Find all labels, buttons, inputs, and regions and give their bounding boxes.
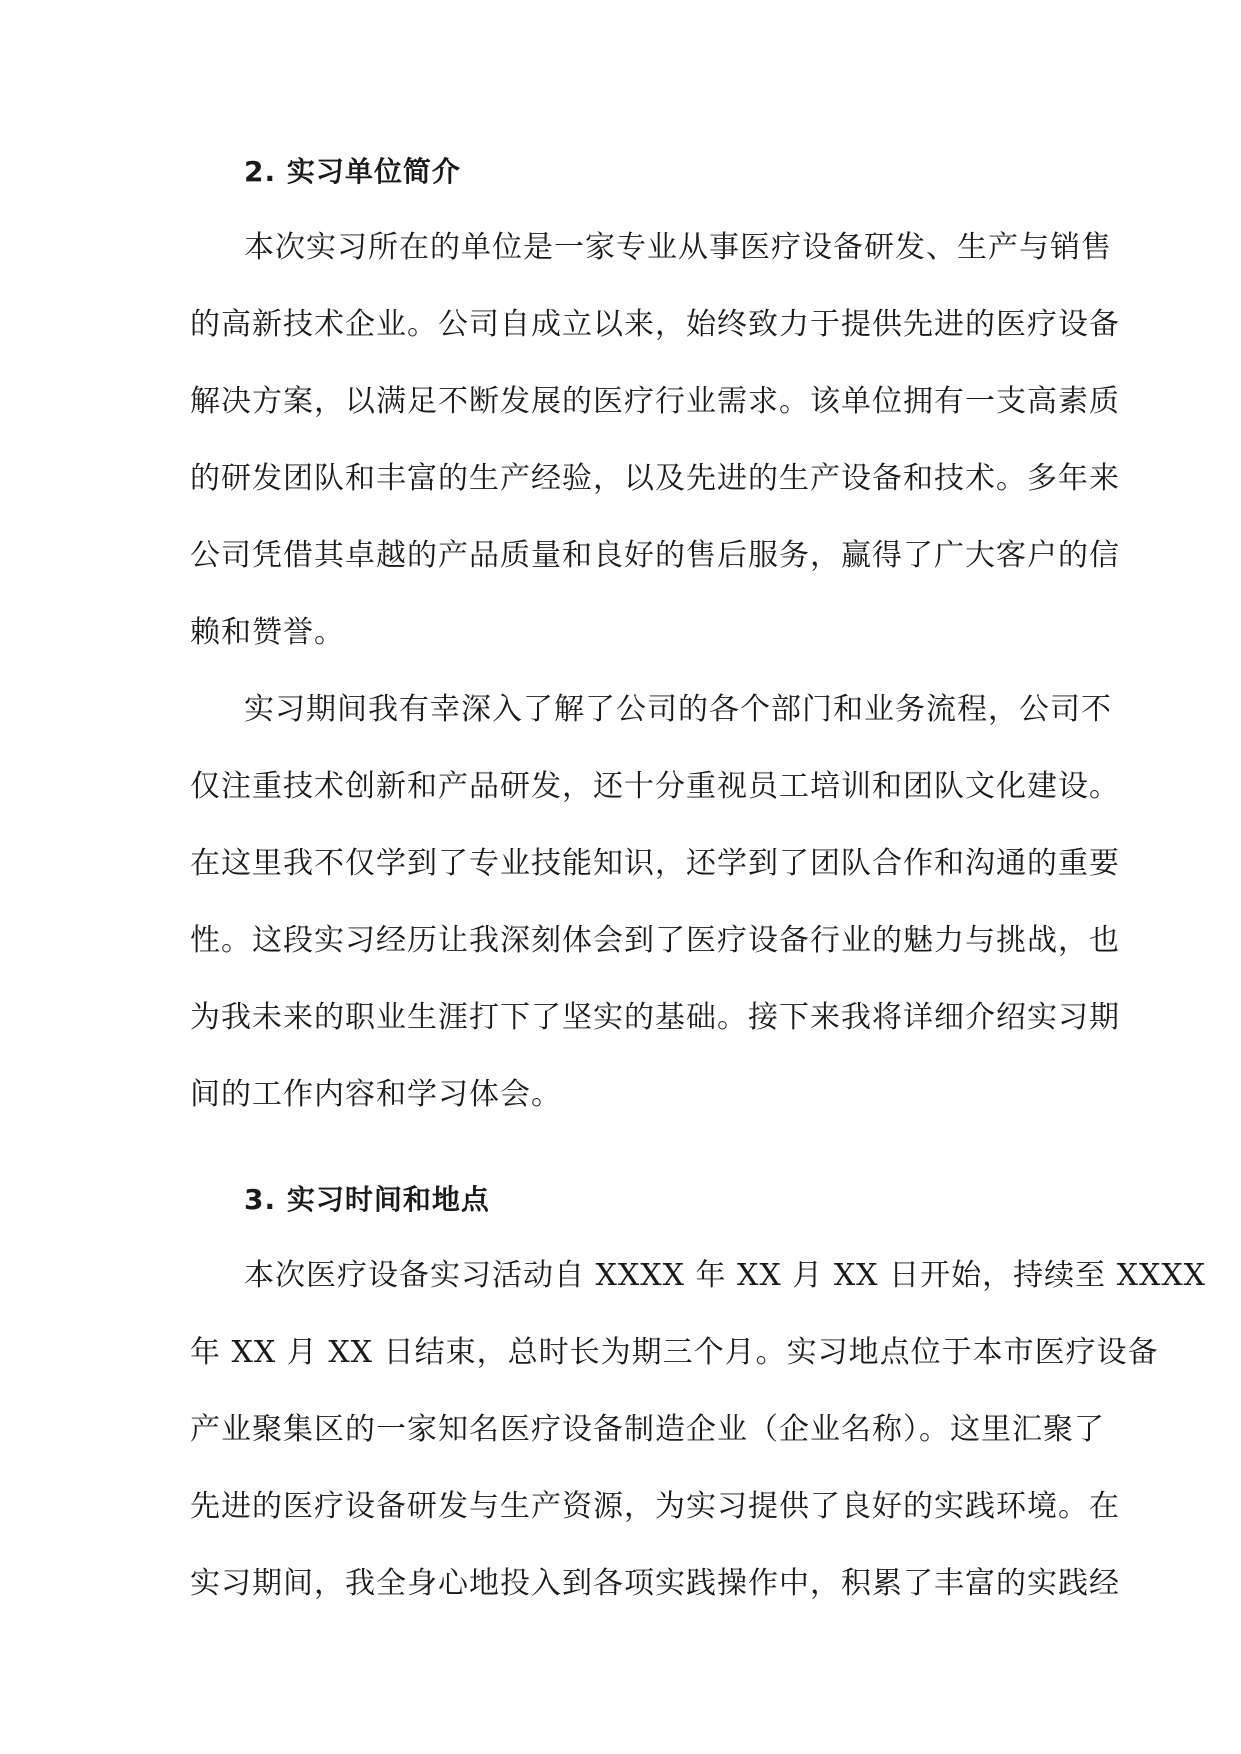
paragraph-line: 仅注重技术创新和产品研发，还十分重视员工培训和团队文化建设。 <box>190 769 1120 804</box>
paragraph-line: 赖和赞誉。 <box>190 615 345 650</box>
paragraph-line: 产业聚集区的一家知名医疗设备制造企业（企业名称）。这里汇聚了 <box>190 1412 1105 1447</box>
paragraph-line: 实习期间，我全身心地投入到各项实践操作中，积累了丰富的实践经 <box>190 1566 1120 1601</box>
paragraph-line: 在这里我不仅学到了专业技能知识，还学到了团队合作和沟通的重要 <box>190 846 1120 881</box>
paragraph-line: 公司凭借其卓越的产品质量和良好的售后服务，赢得了广大客户的信 <box>190 538 1120 573</box>
paragraph-line: 实习期间我有幸深入了解了公司的各个部门和业务流程，公司不 <box>244 692 1112 727</box>
paragraph-line: 本次实习所在的单位是一家专业从事医疗设备研发、生产与销售 <box>244 230 1112 265</box>
section-heading-3: 3. 实习时间和地点 <box>244 1183 490 1216</box>
paragraph-line: 间的工作内容和学习体会。 <box>190 1077 562 1112</box>
paragraph-line: 年 XX 月 XX 日结束，总时长为期三个月。实习地点位于本市医疗设备 <box>190 1335 1159 1370</box>
paragraph-line: 性。这段实习经历让我深刻体会到了医疗设备行业的魅力与挑战，也 <box>190 923 1120 958</box>
section-heading-2: 2. 实习单位简介 <box>244 155 461 188</box>
paragraph-line: 的研发团队和丰富的生产经验，以及先进的生产设备和技术。多年来 <box>190 461 1120 496</box>
paragraph-line: 本次医疗设备实习活动自 XXXX 年 XX 月 XX 日开始，持续至 XXXX <box>244 1258 1207 1293</box>
paragraph-line: 为我未来的职业生涯打下了坚实的基础。接下来我将详细介绍实习期 <box>190 1000 1120 1035</box>
paragraph-line: 的高新技术企业。公司自成立以来，始终致力于提供先进的医疗设备 <box>190 307 1120 342</box>
paragraph-line: 解决方案，以满足不断发展的医疗行业需求。该单位拥有一支高素质 <box>190 384 1120 419</box>
paragraph-line: 先进的医疗设备研发与生产资源，为实习提供了良好的实践环境。在 <box>190 1489 1120 1524</box>
